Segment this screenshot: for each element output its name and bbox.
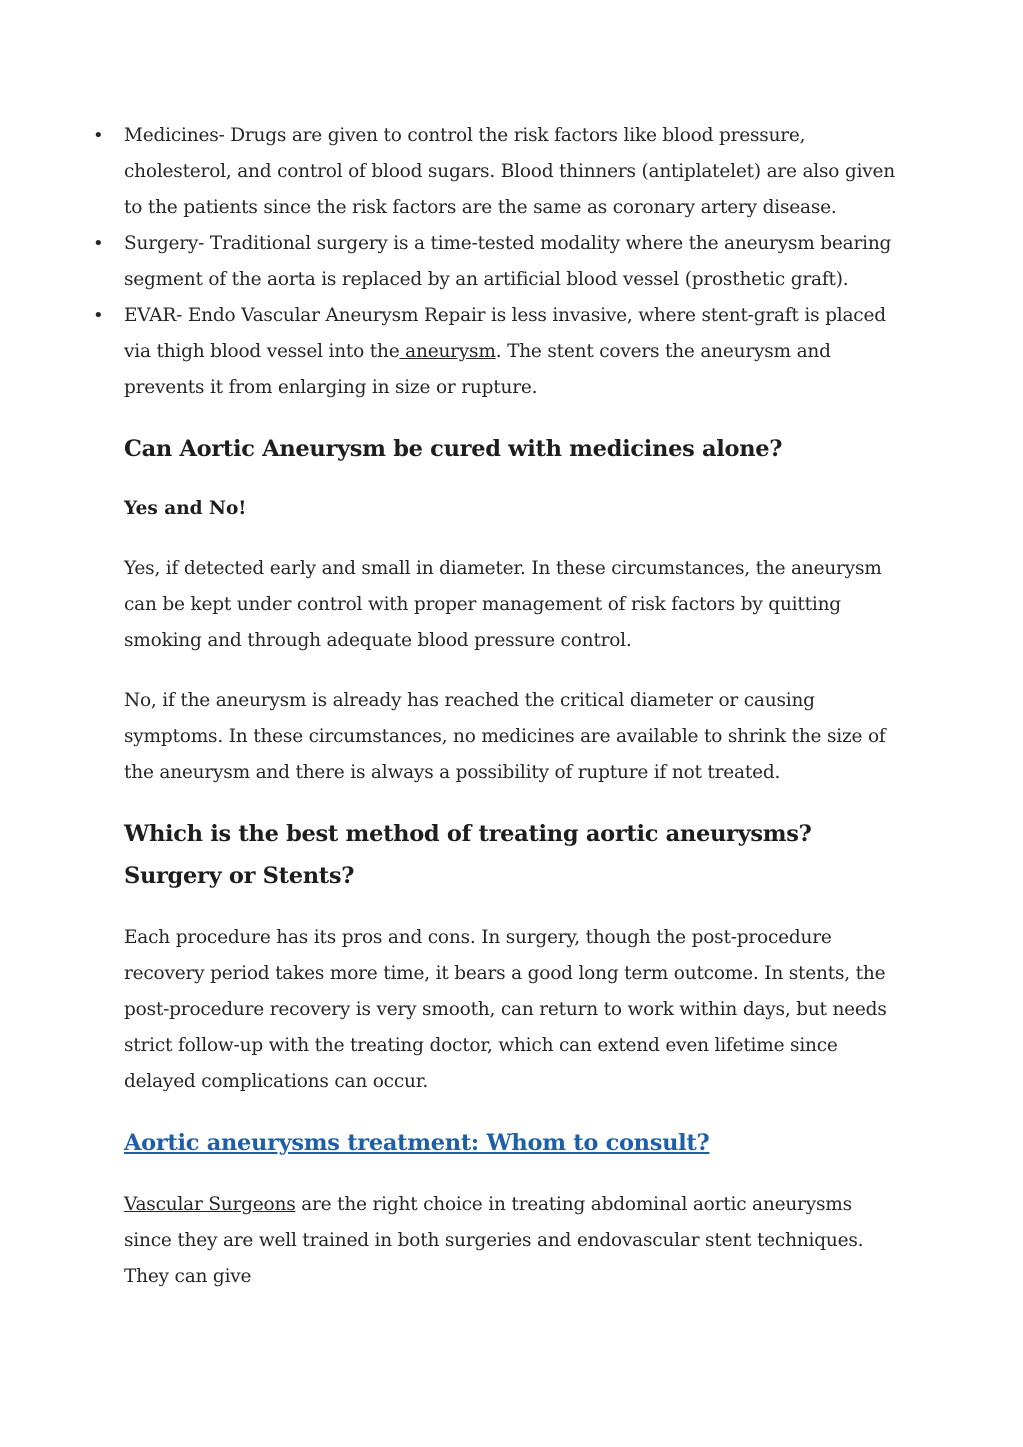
paragraph-vascular-surgeons (124, 1187, 904, 1295)
evar-text-before: EVAR- Endo Vascular Aneurysm Repair is less invasive, where stent-graft is placed via thigh blood vessel into the (124, 305, 886, 362)
link-heading-whom-to-consult[interactable]: Aortic aneurysms treatment: Whom to consult? (124, 1130, 710, 1156)
paragraph-yes: Yes, if detected early and small in diameter. In these circumstances, the aneurysm can be kept under control with proper management of risk factors by quitting smoking and through adequate blood pressure control. (124, 558, 882, 651)
evar-text-after: . The stent covers the aneurysm and prevents it from enlarging in size or rupture. (124, 341, 831, 398)
document-page (93, 118, 904, 1295)
bullet-icon: • (93, 233, 104, 254)
section-subheading-yes-no: Yes and No! (124, 498, 247, 519)
list-item (93, 226, 904, 298)
vascular-surgeons-link[interactable]: Vascular Surgeons (124, 1194, 296, 1215)
paragraph-no: No, if the aneurysm is already has reached the critical diameter or causing symptoms. In these circumstances, no medicines are available to shrink the size of the aneurysm and there is always a possibility of rupture if not treated. (124, 690, 886, 783)
bullet-icon: • (93, 305, 104, 326)
bullet-text-surgery: Surgery- Traditional surgery is a time-tested modality where the aneurysm bearing segment of the aorta is replaced by an artificial blood vessel (prosthetic graft). (124, 233, 892, 290)
treatment-options-list (93, 118, 904, 406)
bullet-text-medicines: Medicines- Drugs are given to control the risk factors like blood pressure, cholesterol, and control of blood sugars. Blood thinners (antiplatelet) are also given to the patients since the risk factors are the same as coronary artery disease. (124, 125, 896, 218)
aneurysm-link[interactable]: aneurysm (399, 341, 496, 362)
paragraph-pros-cons: Each procedure has its pros and cons. In surgery, though the post-procedure recovery period takes more time, it bears a good long term outcome. In stents, the post-procedure recovery is very smooth, can return to work within days, but needs strict follow-up with the treating doctor, which can extend even lifetime since delayed complications can occur. (124, 927, 887, 1092)
section-heading-medicines: Can Aortic Aneurysm be cured with medicines alone? (124, 436, 783, 462)
bullet-text-evar (124, 298, 904, 406)
section-heading-best-method: Which is the best method of treating aortic aneurysms? Surgery or Stents? (124, 821, 812, 889)
bullet-icon: • (93, 125, 104, 146)
vascular-surgeons-text: are the right choice in treating abdominal aortic aneurysms since they are well trained in both surgeries and endovascular stent techniques. They can give (124, 1194, 864, 1287)
list-item (93, 298, 904, 406)
list-item (93, 118, 904, 226)
